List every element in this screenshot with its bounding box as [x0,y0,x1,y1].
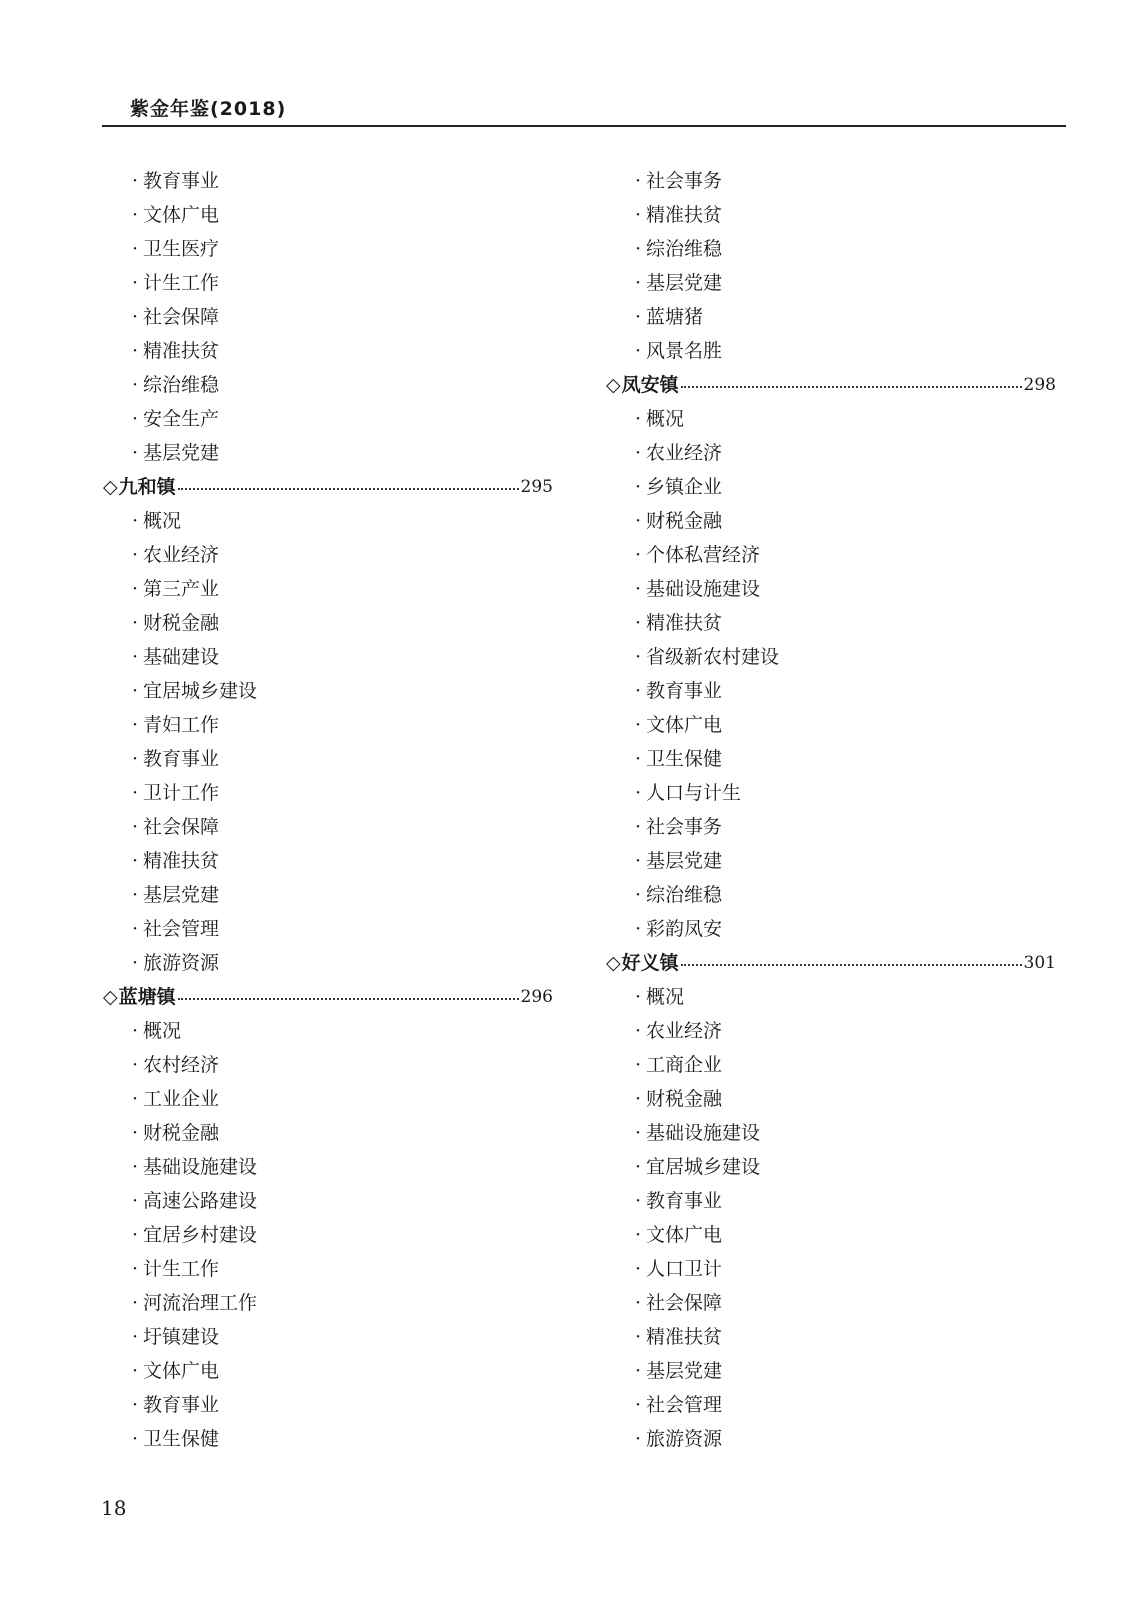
subitem-label: 概况 [646,408,685,430]
toc-subitem[interactable] [606,1252,1056,1286]
bullet-dot-icon: · [131,1326,139,1348]
subitem-label: 宜居乡村建设 [143,1224,258,1246]
subitem-label: 基础设施建设 [143,1156,258,1178]
dot-leader [178,986,519,1000]
bullet-dot-icon: · [634,1156,642,1178]
toc-subitem[interactable] [606,776,1056,810]
bullet-dot-icon: · [634,680,642,702]
toc-subitem[interactable] [103,368,553,402]
toc-subitem[interactable] [103,1320,553,1354]
subitem-label: 农业经济 [646,1020,723,1042]
page-number: 18 [101,1496,127,1520]
subitem-label: 宜居城乡建设 [143,680,258,702]
toc-subitem[interactable] [103,1014,553,1048]
subitem-label: 卫生医疗 [143,238,220,260]
subitem-label: 社会事务 [646,170,723,192]
subitem-label: 彩韵凤安 [646,918,723,940]
subitem-label: 农业经济 [143,544,220,566]
toc-subitem[interactable] [103,1286,553,1320]
subitem-label: 基层党建 [646,272,723,294]
bullet-dot-icon: · [634,1088,642,1110]
subitem-label: 基层党建 [143,442,220,464]
subitem-label: 旅游资源 [646,1428,723,1450]
bullet-dot-icon: · [131,816,139,838]
subitem-label: 农村经济 [143,1054,220,1076]
section-title: 九和镇 [118,476,176,498]
toc-subitem[interactable] [103,912,553,946]
bullet-dot-icon: · [131,646,139,668]
toc-subitem[interactable] [103,402,553,436]
toc-subitem[interactable] [606,1320,1056,1354]
bullet-dot-icon: · [131,238,139,260]
bullet-dot-icon: · [634,1054,642,1076]
subitem-label: 精准扶贫 [143,850,220,872]
toc-subitem[interactable] [606,878,1056,912]
toc-subitem[interactable] [103,1388,553,1422]
toc-subitem[interactable] [606,1116,1056,1150]
subitem-label: 社会保障 [143,306,220,328]
toc-subitem[interactable] [606,1388,1056,1422]
bullet-dot-icon: · [634,884,642,906]
bullet-dot-icon: · [634,1190,642,1212]
dot-leader [178,476,519,490]
toc-subitem[interactable] [606,572,1056,606]
toc-subitem[interactable] [103,1218,553,1252]
bullet-dot-icon: · [634,204,642,226]
toc-subitem[interactable] [606,538,1056,572]
toc-subitem[interactable] [606,810,1056,844]
toc-subitem[interactable] [606,1048,1056,1082]
subitem-label: 教育事业 [143,1394,220,1416]
bullet-dot-icon: · [634,850,642,872]
subitem-label: 基层党建 [646,1360,723,1382]
toc-subitem[interactable] [103,1422,553,1456]
subitem-label: 文体广电 [646,714,723,736]
toc-subitem[interactable] [606,1082,1056,1116]
subitem-label: 计生工作 [143,272,220,294]
subitem-label: 青妇工作 [143,714,220,736]
bullet-dot-icon: · [634,544,642,566]
subitem-label: 工商企业 [646,1054,723,1076]
toc-subitem[interactable] [606,742,1056,776]
bullet-dot-icon: · [131,1020,139,1042]
section-title: 凤安镇 [621,374,679,396]
bullet-dot-icon: · [634,578,642,600]
bullet-dot-icon: · [131,272,139,294]
subitem-label: 第三产业 [143,578,220,600]
subitem-label: 文体广电 [143,204,220,226]
toc-subitem[interactable] [103,436,553,470]
toc-subitem[interactable] [606,504,1056,538]
subitem-label: 人口卫计 [646,1258,723,1280]
bullet-dot-icon: · [634,306,642,328]
bullet-dot-icon: · [131,204,139,226]
toc-subitem[interactable] [103,1150,553,1184]
toc-section-heading[interactable] [606,368,1056,402]
subitem-label: 教育事业 [143,170,220,192]
subitem-label: 个体私营经济 [646,544,761,566]
bullet-dot-icon: · [131,714,139,736]
toc-subitem[interactable] [606,708,1056,742]
diamond-marker-icon: ◇ [606,952,621,974]
toc-subitem[interactable] [606,1014,1056,1048]
bullet-dot-icon: · [131,680,139,702]
bullet-dot-icon: · [131,850,139,872]
bullet-dot-icon: · [634,1020,642,1042]
subitem-label: 综治维稳 [646,884,723,906]
running-head-title: 紫金年鉴(2018) [130,98,287,120]
toc-subitem[interactable] [606,470,1056,504]
toc-subitem[interactable] [103,538,553,572]
subitem-label: 综治维稳 [646,238,723,260]
subitem-label: 概况 [143,1020,182,1042]
subitem-label: 基础设施建设 [646,578,761,600]
toc-subitem[interactable] [103,878,553,912]
subitem-label: 卫计工作 [143,782,220,804]
toc-subitem[interactable] [606,980,1056,1014]
toc-subitem[interactable] [103,844,553,878]
subitem-label: 财税金融 [646,510,723,532]
bullet-dot-icon: · [634,1258,642,1280]
toc-subitem[interactable] [103,266,553,300]
subitem-label: 安全生产 [143,408,220,430]
subitem-label: 农业经济 [646,442,723,464]
toc-subitem[interactable] [103,572,553,606]
diamond-marker-icon: ◇ [103,986,118,1008]
bullet-dot-icon: · [131,952,139,974]
subitem-label: 基层党建 [143,884,220,906]
toc-section-heading[interactable] [103,980,553,1014]
subitem-label: 基础建设 [143,646,220,668]
bullet-dot-icon: · [131,340,139,362]
subitem-label: 风景名胜 [646,340,723,362]
toc-subitem[interactable] [103,1048,553,1082]
toc-subitem[interactable] [103,232,553,266]
toc-subitem[interactable] [606,334,1056,368]
bullet-dot-icon: · [131,1258,139,1280]
bullet-dot-icon: · [634,1394,642,1416]
bullet-dot-icon: · [131,408,139,430]
section-page-number: 295 [520,477,553,497]
toc-subitem[interactable] [606,1184,1056,1218]
bullet-dot-icon: · [131,782,139,804]
toc-subitem[interactable] [103,1252,553,1286]
toc-subitem[interactable] [103,674,553,708]
toc-subitem[interactable] [606,300,1056,334]
subitem-label: 精准扶贫 [646,204,723,226]
toc-subitem[interactable] [103,1354,553,1388]
subitem-label: 圩镇建设 [143,1326,220,1348]
bullet-dot-icon: · [634,1428,642,1450]
bullet-dot-icon: · [131,1360,139,1382]
subitem-label: 工业企业 [143,1088,220,1110]
toc-section-heading[interactable] [103,470,553,504]
toc-subitem[interactable] [103,776,553,810]
bullet-dot-icon: · [131,374,139,396]
toc-subitem[interactable] [606,912,1056,946]
bullet-dot-icon: · [131,1122,139,1144]
subitem-label: 财税金融 [143,612,220,634]
bullet-dot-icon: · [634,1292,642,1314]
toc-subitem[interactable] [103,810,553,844]
bullet-dot-icon: · [634,476,642,498]
section-title: 蓝塘镇 [118,986,176,1008]
toc-subitem[interactable] [606,1354,1056,1388]
bullet-dot-icon: · [634,1224,642,1246]
subitem-label: 社会管理 [646,1394,723,1416]
bullet-dot-icon: · [131,544,139,566]
toc-subitem[interactable] [103,504,553,538]
toc-subitem[interactable] [103,946,553,980]
toc-subitem[interactable] [103,708,553,742]
bullet-dot-icon: · [634,918,642,940]
dot-leader [681,952,1022,966]
section-page-number: 301 [1023,953,1056,973]
bullet-dot-icon: · [634,714,642,736]
toc-subitem[interactable] [606,164,1056,198]
toc-subitem[interactable] [103,1082,553,1116]
subitem-label: 省级新农村建设 [646,646,780,668]
bullet-dot-icon: · [634,442,642,464]
bullet-dot-icon: · [131,578,139,600]
subitem-label: 乡镇企业 [646,476,723,498]
bullet-dot-icon: · [634,408,642,430]
bullet-dot-icon: · [131,1224,139,1246]
bullet-dot-icon: · [131,1292,139,1314]
diamond-marker-icon: ◇ [606,374,621,396]
bullet-dot-icon: · [131,1088,139,1110]
subitem-label: 人口与计生 [646,782,742,804]
subitem-label: 社会事务 [646,816,723,838]
toc-subitem[interactable] [606,266,1056,300]
subitem-label: 社会保障 [143,816,220,838]
bullet-dot-icon: · [131,748,139,770]
subitem-label: 概况 [646,986,685,1008]
bullet-dot-icon: · [634,272,642,294]
toc-subitem[interactable] [606,198,1056,232]
bullet-dot-icon: · [131,884,139,906]
bullet-dot-icon: · [131,306,139,328]
bullet-dot-icon: · [634,748,642,770]
subitem-label: 基础设施建设 [646,1122,761,1144]
subitem-label: 蓝塘猪 [646,306,704,328]
toc-subitem[interactable] [606,640,1056,674]
toc-subitem[interactable] [103,300,553,334]
header-rule [102,125,1066,127]
subitem-label: 文体广电 [143,1360,220,1382]
toc-subitem[interactable] [606,606,1056,640]
toc-subitem[interactable] [103,334,553,368]
subitem-label: 精准扶贫 [143,340,220,362]
subitem-label: 财税金融 [143,1122,220,1144]
toc-subitem[interactable] [606,674,1056,708]
toc-subitem[interactable] [606,1286,1056,1320]
bullet-dot-icon: · [131,510,139,532]
bullet-dot-icon: · [634,510,642,532]
diamond-marker-icon: ◇ [103,476,118,498]
toc-subitem[interactable] [103,198,553,232]
toc-subitem[interactable] [606,1218,1056,1252]
subitem-label: 精准扶贫 [646,612,723,634]
bullet-dot-icon: · [634,782,642,804]
toc-subitem[interactable] [606,436,1056,470]
bullet-dot-icon: · [634,170,642,192]
toc-subitem[interactable] [606,402,1056,436]
bullet-dot-icon: · [634,612,642,634]
subitem-label: 基层党建 [646,850,723,872]
bullet-dot-icon: · [131,612,139,634]
subitem-label: 概况 [143,510,182,532]
subitem-label: 财税金融 [646,1088,723,1110]
bullet-dot-icon: · [634,238,642,260]
subitem-label: 精准扶贫 [646,1326,723,1348]
subitem-label: 旅游资源 [143,952,220,974]
toc-subitem[interactable] [103,742,553,776]
bullet-dot-icon: · [634,1360,642,1382]
bullet-dot-icon: · [131,1428,139,1450]
toc-right-column [606,164,1056,1456]
bullet-dot-icon: · [634,1122,642,1144]
toc-subitem[interactable] [103,606,553,640]
toc-subitem[interactable] [606,844,1056,878]
bullet-dot-icon: · [131,1156,139,1178]
bullet-dot-icon: · [131,1394,139,1416]
toc-subitem[interactable] [103,164,553,198]
toc-section-heading[interactable] [606,946,1056,980]
subitem-label: 综治维稳 [143,374,220,396]
bullet-dot-icon: · [131,442,139,464]
bullet-dot-icon: · [131,1190,139,1212]
bullet-dot-icon: · [634,816,642,838]
section-page-number: 296 [520,987,553,1007]
bullet-dot-icon: · [131,1054,139,1076]
toc-subitem[interactable] [103,1184,553,1218]
toc-subitem[interactable] [103,640,553,674]
bullet-dot-icon: · [634,646,642,668]
subitem-label: 文体广电 [646,1224,723,1246]
subitem-label: 教育事业 [143,748,220,770]
subitem-label: 教育事业 [646,1190,723,1212]
section-page-number: 298 [1023,375,1056,395]
subitem-label: 社会保障 [646,1292,723,1314]
subitem-label: 宜居城乡建设 [646,1156,761,1178]
toc-subitem[interactable] [606,1422,1056,1456]
subitem-label: 高速公路建设 [143,1190,258,1212]
subitem-label: 卫生保健 [646,748,723,770]
dot-leader [681,374,1022,388]
bullet-dot-icon: · [634,986,642,1008]
subitem-label: 河流治理工作 [143,1292,258,1314]
toc-left-column [103,164,553,1456]
toc-subitem[interactable] [606,232,1056,266]
subitem-label: 卫生保健 [143,1428,220,1450]
bullet-dot-icon: · [634,340,642,362]
subitem-label: 教育事业 [646,680,723,702]
subitem-label: 计生工作 [143,1258,220,1280]
bullet-dot-icon: · [634,1326,642,1348]
toc-subitem[interactable] [103,1116,553,1150]
bullet-dot-icon: · [131,918,139,940]
subitem-label: 社会管理 [143,918,220,940]
section-title: 好义镇 [621,952,679,974]
toc-subitem[interactable] [606,1150,1056,1184]
bullet-dot-icon: · [131,170,139,192]
